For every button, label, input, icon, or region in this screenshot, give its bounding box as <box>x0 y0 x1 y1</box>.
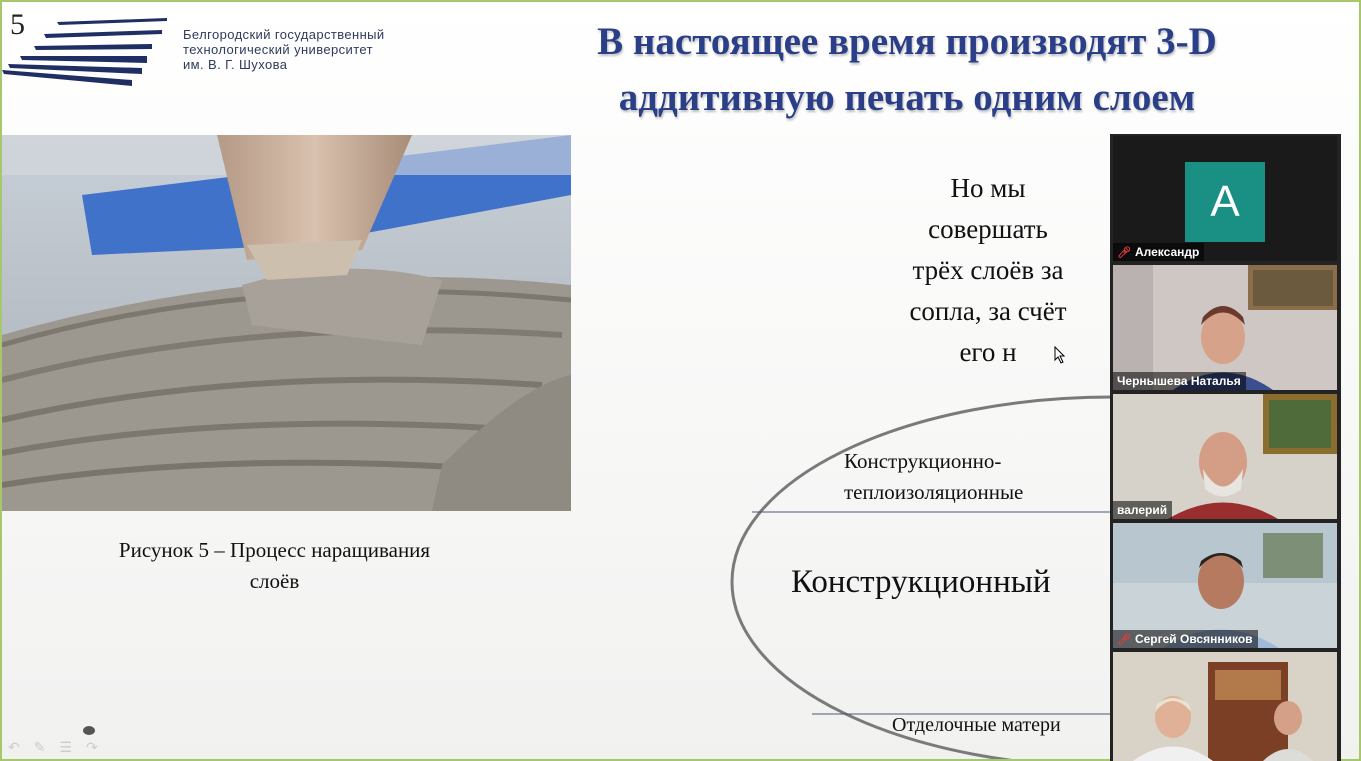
participant-tile[interactable] <box>1113 136 1337 261</box>
mic-off-icon: 🎤︎ <box>1117 246 1131 259</box>
participant-name-tag: 🎤︎ Александр <box>1113 243 1204 261</box>
university-name: Белгородский государственный технологический университет им. В. Г. Шухова <box>183 27 385 72</box>
participant-tile[interactable] <box>1113 394 1337 519</box>
back-arrow-icon[interactable]: ↶ <box>8 741 20 756</box>
slide-title: В настоящее время производят 3-D аддитивную печать одним слоем <box>597 20 1217 119</box>
participant-video <box>1113 652 1337 761</box>
figure-caption: Рисунок 5 – Процесс наращивания слоёв <box>118 538 431 593</box>
participant-name-tag: валерий <box>1113 501 1172 519</box>
diagram-bottom-label: Отделочные матери <box>892 714 1061 736</box>
slide-body-text: Но мы совершать трёх слоёв за сопла, за счёт его н <box>909 173 1067 367</box>
avatar: A <box>1185 162 1265 242</box>
laser-pointer-icon <box>83 726 95 735</box>
mic-off-icon: 🎤︎ <box>1117 633 1131 646</box>
participant-name-tag: Чернышева Наталья <box>1113 372 1246 390</box>
slideshow-toolbar[interactable] <box>8 740 98 757</box>
menu-icon[interactable]: ☰ <box>59 741 73 756</box>
diagram-top-label: Конструкционно- теплоизоляционные <box>844 449 1024 504</box>
printing-photo <box>2 135 571 511</box>
pen-icon[interactable]: ✎ <box>33 741 46 756</box>
participant-name-tag: 🎤︎ Сергей Овсянников <box>1113 630 1258 648</box>
diagram-middle-label: Конструкционный <box>791 564 1051 600</box>
slide-number: 5 <box>10 8 25 41</box>
participants-video-panel[interactable] <box>1110 134 1341 761</box>
university-logo <box>2 16 177 86</box>
participant-tile[interactable] <box>1113 652 1337 761</box>
participant-tile[interactable] <box>1113 523 1337 648</box>
mouse-cursor-icon <box>1054 346 1066 364</box>
participant-tile[interactable] <box>1113 265 1337 390</box>
forward-arrow-icon[interactable]: ↷ <box>86 741 98 756</box>
